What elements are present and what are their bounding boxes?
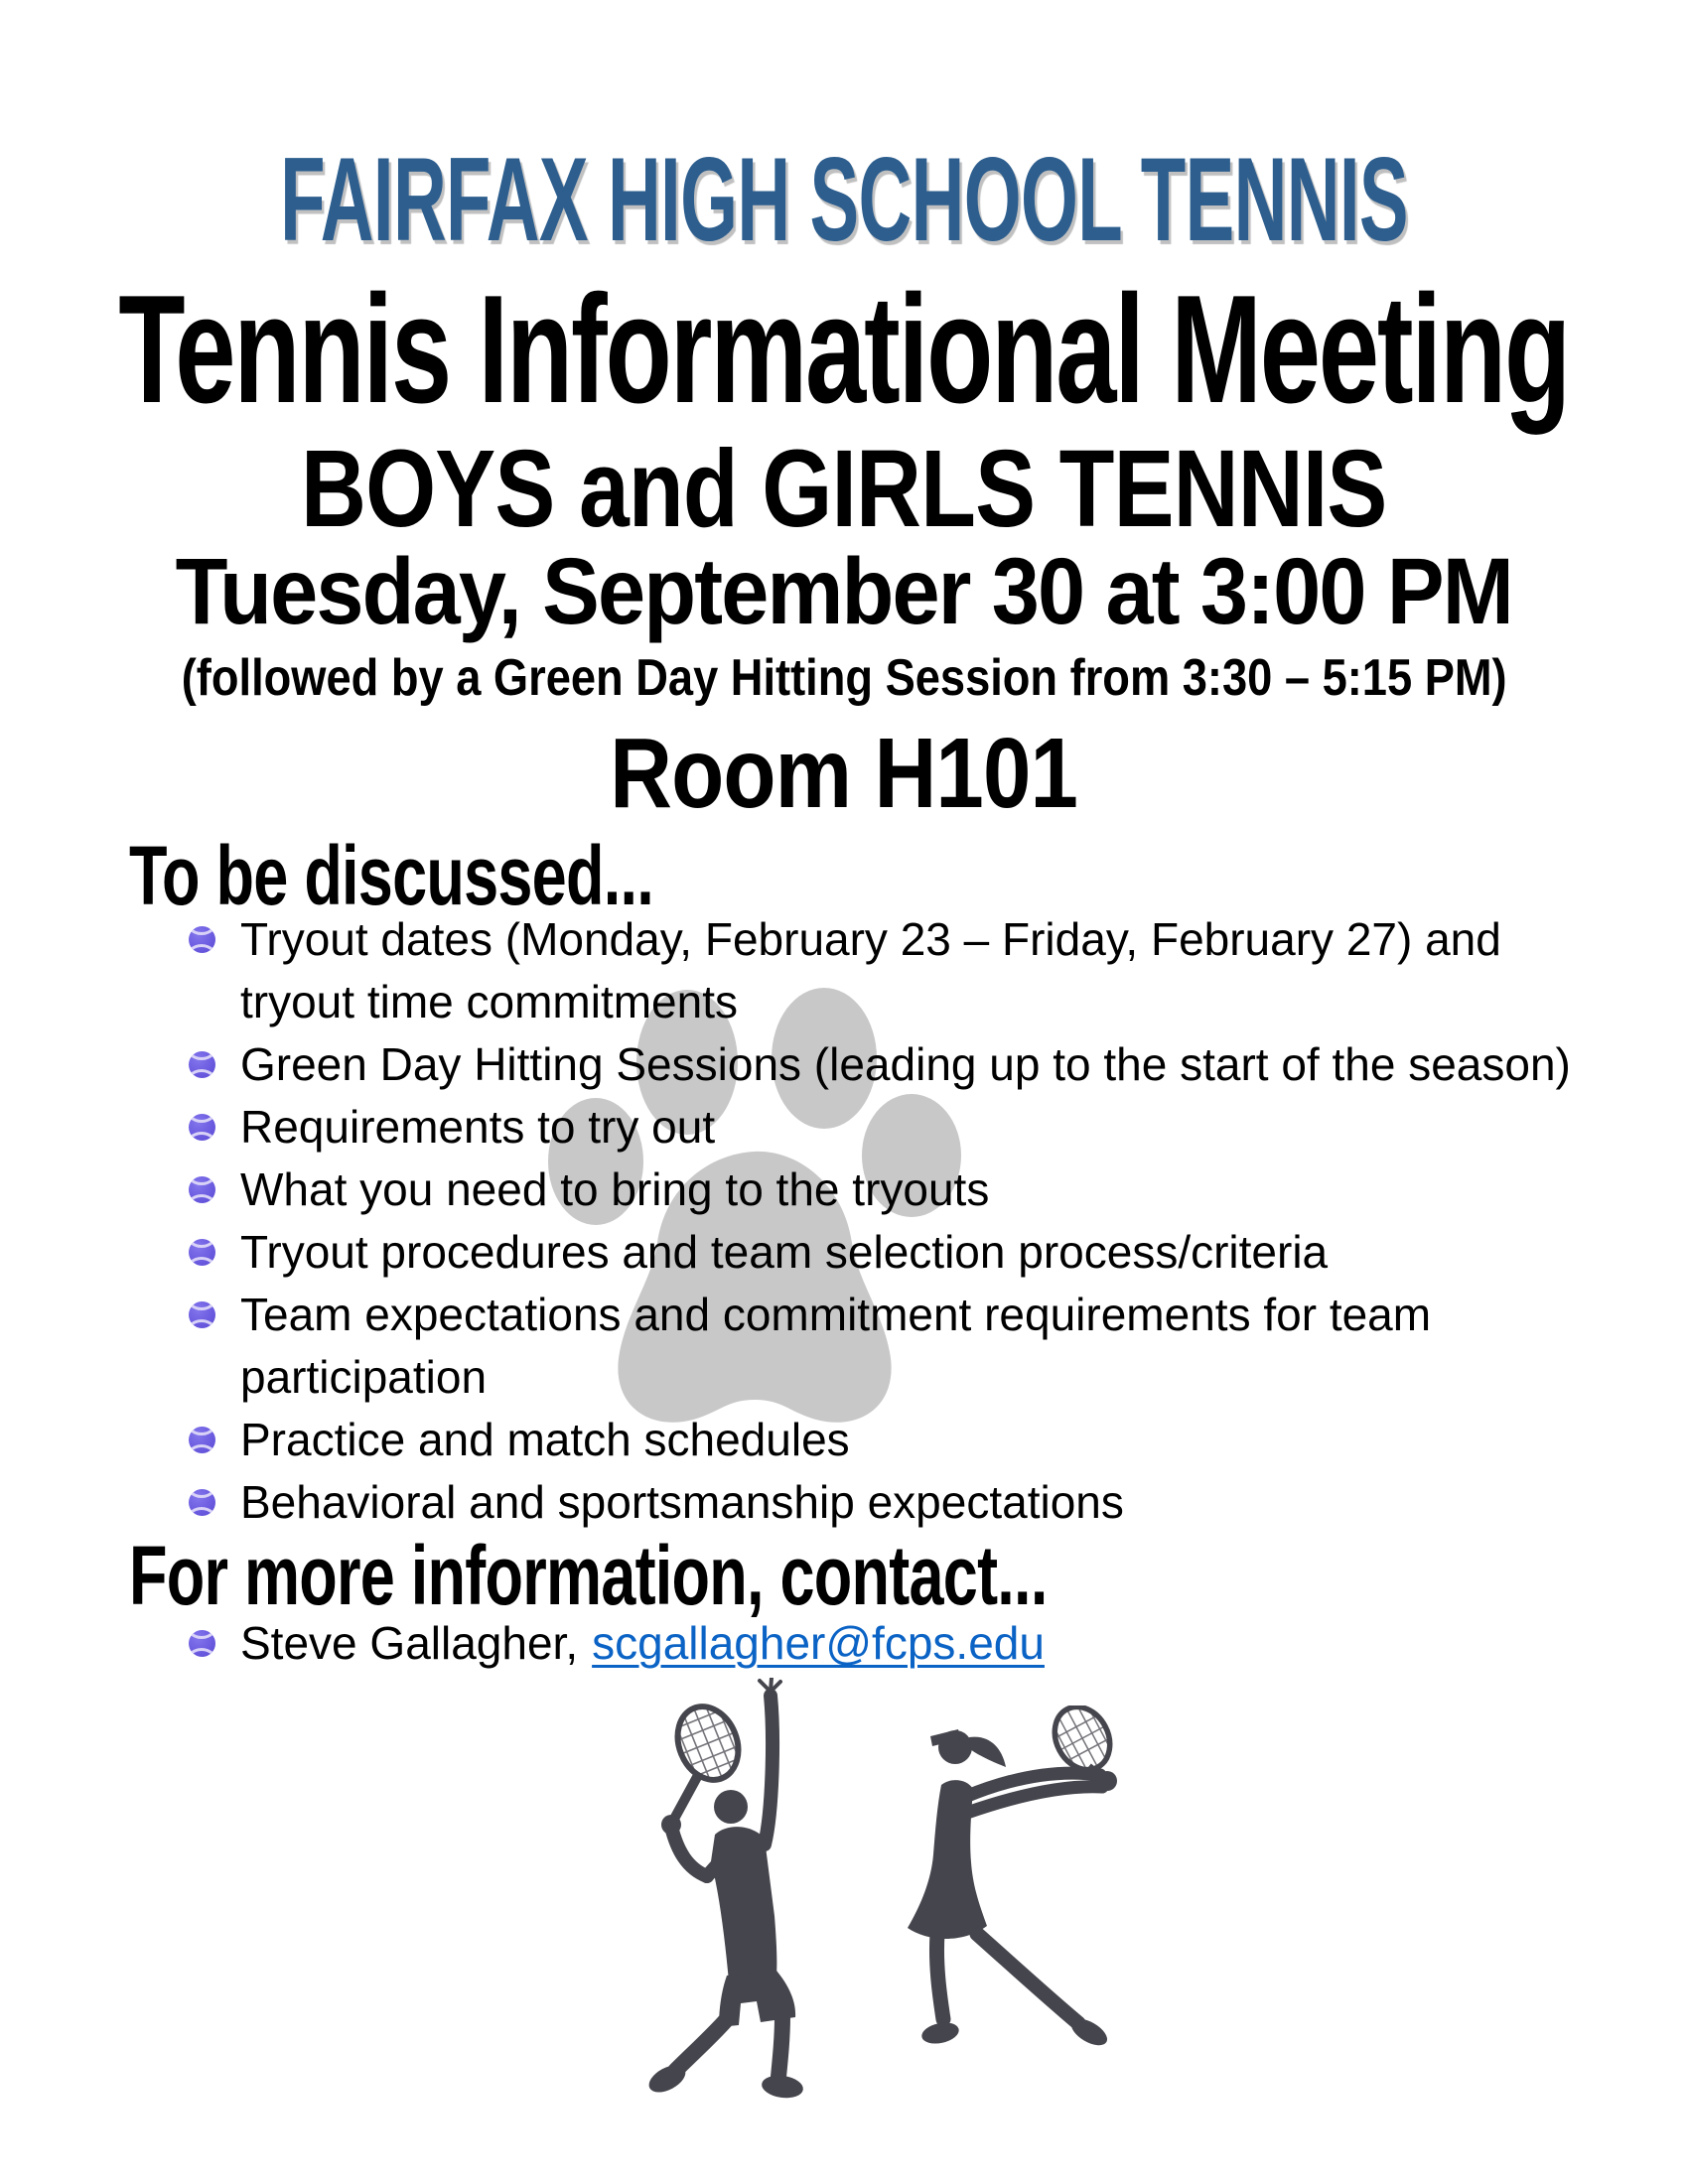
list-item-text: Team expectations and commitment requirements for team participation xyxy=(240,1289,1432,1403)
discussion-heading-text: To be discussed... xyxy=(129,829,653,922)
list-item xyxy=(189,1284,1609,1409)
tennis-ball-bullet-icon xyxy=(189,1301,215,1328)
tennis-ball-bullet-icon xyxy=(189,1489,215,1516)
contact-heading-text: For more information, contact... xyxy=(129,1529,1048,1622)
room-location xyxy=(0,718,1688,829)
subtitle xyxy=(0,428,1688,550)
page-title xyxy=(0,263,1688,435)
tennis-ball-bullet-icon xyxy=(189,1051,215,1078)
list-item xyxy=(189,908,1609,1033)
list-item-text: Behavioral and sportsmanship expectations xyxy=(240,1476,1124,1528)
list-item xyxy=(189,1409,1609,1471)
tennis-ball-bullet-icon xyxy=(189,1239,215,1266)
contact-line xyxy=(189,1612,1660,1675)
list-item xyxy=(189,1159,1609,1221)
school-title xyxy=(0,133,1688,266)
meeting-datetime-text: Tuesday, September 30 at 3:00 PM xyxy=(175,539,1513,644)
contact-heading xyxy=(129,1529,1353,1622)
list-item-text: Requirements to try out xyxy=(240,1101,716,1153)
contact-name: Steve Gallagher, xyxy=(240,1617,579,1669)
discussion-list xyxy=(189,908,1609,1534)
followup-session-text: (followed by a Green Day Hitting Session from 3:30 – 5:15 PM) xyxy=(181,649,1507,707)
discussion-heading xyxy=(129,829,828,922)
list-item xyxy=(189,1471,1609,1534)
list-item-text: Green Day Hitting Sessions (leading up to the start of the season) xyxy=(240,1038,1571,1090)
list-item xyxy=(189,1221,1609,1284)
list-item-text: What you need to bring to the tryouts xyxy=(240,1163,990,1215)
subtitle-text: BOYS and GIRLS TENNIS xyxy=(301,428,1387,550)
tennis-ball-bullet-icon xyxy=(189,1630,215,1657)
list-item xyxy=(189,1096,1609,1159)
school-title-text: FAIRFAX HIGH SCHOOL TENNIS xyxy=(280,133,1408,266)
female-tennis-player-silhouette-icon xyxy=(844,1706,1142,2053)
page-title-text: Tennis Informational Meeting xyxy=(118,263,1570,435)
followup-session-note xyxy=(0,649,1688,707)
male-tennis-player-silhouette-icon xyxy=(624,1678,812,2105)
meeting-datetime xyxy=(0,539,1688,644)
tennis-ball-bullet-icon xyxy=(189,1176,215,1203)
tennis-ball-bullet-icon xyxy=(189,1427,215,1453)
list-item-text: Tryout procedures and team selection process/criteria xyxy=(240,1226,1329,1278)
contact-email-link[interactable]: scgallagher@fcps.edu xyxy=(592,1617,1045,1669)
room-location-text: Room H101 xyxy=(610,718,1078,829)
list-item-text: Tryout dates (Monday, February 23 – Friday, February 27) and tryout time commitments xyxy=(240,913,1501,1027)
list-item-text: Practice and match schedules xyxy=(240,1414,850,1465)
tennis-ball-bullet-icon xyxy=(189,926,215,953)
tennis-ball-bullet-icon xyxy=(189,1114,215,1141)
list-item xyxy=(189,1033,1609,1096)
